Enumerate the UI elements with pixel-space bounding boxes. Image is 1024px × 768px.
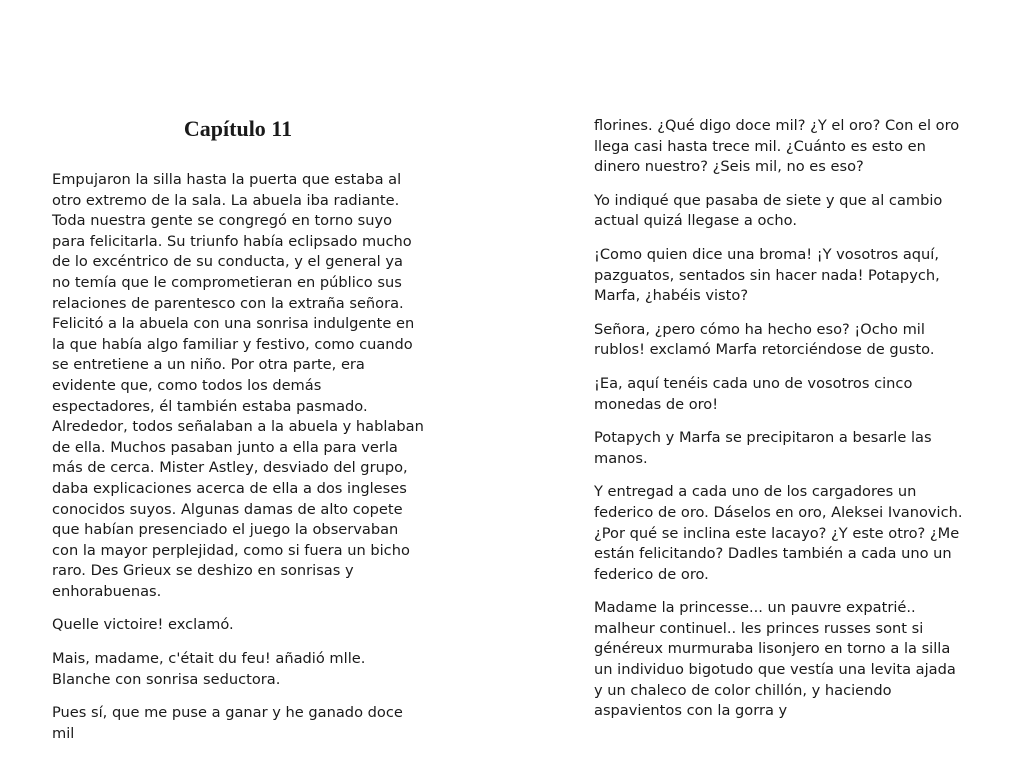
paragraph: Mais, madame, c'était du feu! añadió mlle. Blanche con sonrisa seductora.	[52, 650, 366, 688]
left-page	[52, 116, 424, 757]
paragraph: Pues sí, que me puse a ganar y he ganado doce mil	[52, 704, 403, 742]
paragraph: ¡Como quien dice una broma! ¡Y vosotros aquí, pazguatos, sentados sin hacer nada! Potapych, Marfa, ¿habéis visto?	[594, 245, 940, 305]
right-page	[594, 116, 966, 735]
paragraph: florines. ¿Qué digo doce mil? ¿Y el oro? Con el oro llega casi hasta trece mil. ¿Cuánto es esto en dinero nuestro? ¿Seis mil, no es eso?	[594, 117, 960, 176]
paragraph: Potapych y Marfa se precipitaron a besarle las manos.	[594, 429, 932, 467]
chapter-title: Capítulo 11	[183, 116, 293, 141]
paragraph: Y entregad a cada uno de los cargadores un federico de oro. Dáselos en oro, Aleksei Ivanovich. ¿Por qué se inclina este lacayo? ¿Y este otro? ¿Me están felicitando? Dadles también a cada uno un federico de oro.	[594, 483, 963, 583]
paragraph: Yo indiqué que pasaba de siete y que al cambio actual quizá llegase a ocho.	[594, 191, 943, 230]
paragraph: Quelle victoire! exclamó.	[52, 616, 234, 634]
paragraph: Empujaron la silla hasta la puerta que estaba al otro extremo de la sala. La abuela iba radiante. Toda nuestra gente se congregó en torno suyo para felicitarla. Su triunfo había eclipsado mucho de lo excéntrico de su conducta, y el general ya no temía que le comprometieran en público sus relaciones de parentesco con la extraña señora. Felicitó a la abuela con una sonrisa indulgente en la que había algo familiar y festivo, como cuando se entretiene a un niño. Por otra parte, era evidente que, como todos los demás espectadores, él también estaba pasmado. Alrededor, todos señalaban a la abuela y hablaban de ella. Muchos pasaban junto a ella para verla más de cerca. Mister Astley, desviado del grupo, daba explicaciones acerca de ella a dos ingleses conocidos suyos. Algunas damas de alto copete que habían presenciado el juego la observaban con la mayor perplejidad, como si fuera un bicho raro. Des Grieux se deshizo en sonrisas y enhorabuenas.	[52, 171, 424, 600]
paragraph: Señora, ¿pero cómo ha hecho eso? ¡Ocho mil rublos! exclamó Marfa retorciéndose de gusto.	[594, 320, 935, 359]
paragraph: ¡Ea, aquí tenéis cada uno de vosotros cinco monedas de oro!	[594, 374, 913, 413]
paragraph: Madame la princesse... un pauvre expatrié.. malheur continuel.. les princes russes sont si généreux murmuraba lisonjero en torno a la silla un individuo bigotudo que vestía una levita ajada y un chaleco de color chillón, y haciendo aspavientos con la gorra y	[594, 599, 956, 720]
